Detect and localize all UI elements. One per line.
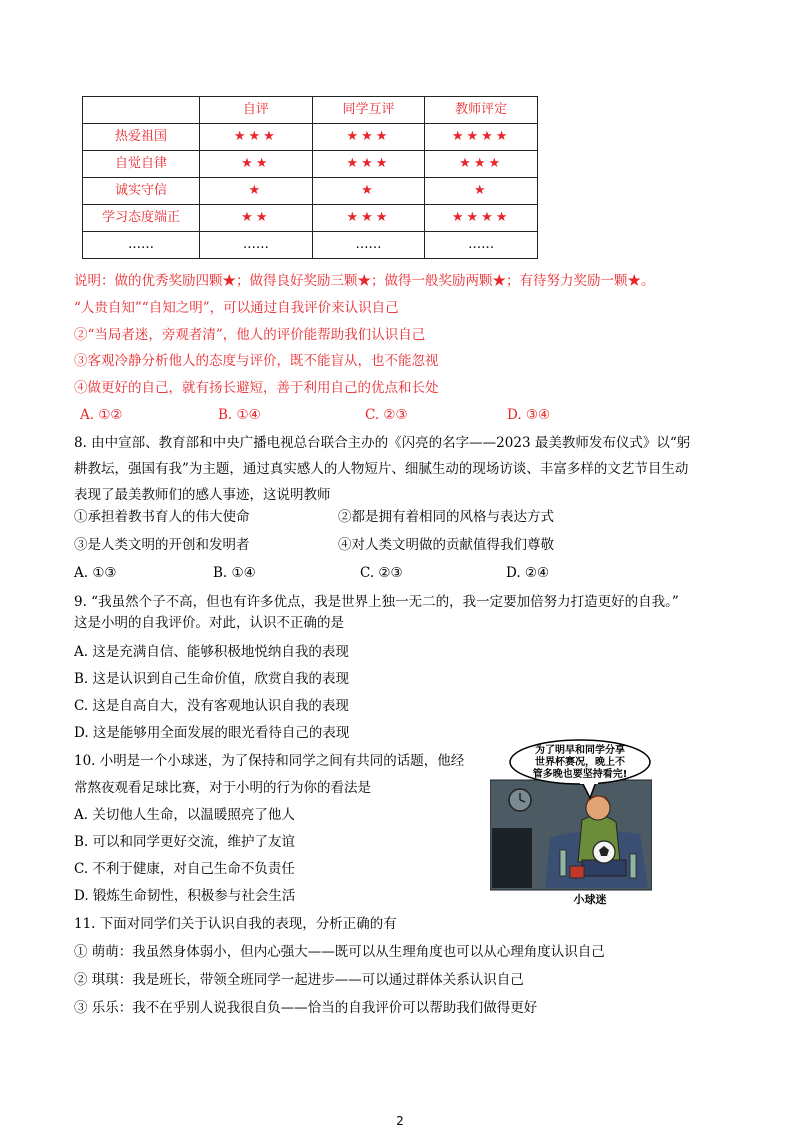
star-rating: ★★★ — [200, 124, 313, 151]
q10-stem-line-2: 常熬夜观看足球比赛，对于小明的行为你的看法是 — [74, 780, 371, 796]
star-rating: ★★ — [200, 151, 313, 178]
q11-statement-3: ③ 乐乐：我不在乎别人说我很自负——恰当的自我评价可以帮助我们做得更好 — [74, 1000, 538, 1016]
star-rating: ★★★★ — [425, 205, 538, 232]
q7-option-c: C. ②③ — [365, 407, 408, 423]
table-header-cell: 自评 — [200, 97, 313, 124]
q11-statement-2: ② 琪琪：我是班长，带领全班同学一起进步——可以通过群体关系认识自己 — [74, 972, 524, 988]
star-rating: ★★★ — [425, 151, 538, 178]
q10-option-d: D. 锻炼生命韧性，积极参与社会生活 — [74, 888, 296, 904]
page-number: 2 — [396, 1114, 404, 1128]
q8-statement-4: ④对人类文明做的贡献值得我们尊敬 — [338, 537, 554, 553]
row-label: 热爱祖国 — [83, 124, 200, 151]
table-cell: …… — [200, 232, 313, 259]
q9-stem-line-1: 9. “我虽然个子不高，但也有许多优点，我是世界上独一无二的，我一定要加倍努力打造更好的自我。” — [74, 594, 679, 610]
q8-stem-line-1: 8. 由中宣部、教育部和中央广播电视总台联合主办的《闪亮的名字——2023 最美教师发布仪式》以“躬 — [74, 435, 691, 451]
table-header-cell — [83, 97, 200, 124]
q8-statement-1: ①承担着教书育人的伟大使命 — [74, 509, 250, 525]
q10-option-c: C. 不利于健康，对自己生命不负责任 — [74, 861, 295, 877]
q8-statement-3: ③是人类文明的开创和发明者 — [74, 537, 250, 553]
q9-option-b: B. 这是认识到自己生命价值，欣赏自我的表现 — [74, 671, 350, 687]
q7-statement-2: ②“当局者迷，旁观者清”，他人的评价能帮助我们认识自己 — [74, 327, 426, 343]
q10-option-b: B. 可以和同学更好交流，维护了友谊 — [74, 834, 296, 850]
star-rating: ★ — [312, 178, 425, 205]
q7-statement-1: “人贵自知”“自知之明”，可以通过自我评价来认识自己 — [74, 300, 399, 316]
q8-stem-line-2: 耕教坛，强国有我”为主题，通过真实感人的人物短片、细腻生动的现场访谈、丰富多样的文艺节目生动 — [74, 461, 689, 477]
speech-bubble-line-1: 为了明早和同学分享 — [535, 745, 625, 756]
q7-option-a: A. ①② — [80, 407, 123, 423]
table-row — [83, 124, 538, 151]
q7-note: 说明：做的优秀奖励四颗★；做得良好奖励三颗★；做得一般奖励两颗★；有待努力奖励一颗★。 — [74, 273, 655, 289]
star-rating: ★ — [200, 178, 313, 205]
cartoon-caption: 小球迷 — [573, 893, 607, 906]
star-rating: ★★★ — [312, 205, 425, 232]
row-label: …… — [83, 232, 200, 259]
q9-stem-line-2: 这是小明的自我评价。对此，认识不正确的是 — [74, 615, 344, 631]
table-row — [83, 151, 538, 178]
star-rating: ★★★★ — [425, 124, 538, 151]
q8-option-a: A. ①③ — [74, 565, 117, 581]
speech-bubble-line-3: 管多晚也要坚持看完! — [532, 769, 628, 780]
q11-statement-1: ① 萌萌：我虽然身体弱小，但内心强大——既可以从生理角度也可以从心理角度认识自己 — [74, 944, 605, 960]
q8-option-d: D. ②④ — [506, 565, 550, 581]
television-icon — [492, 828, 532, 888]
bottle-icon — [630, 854, 636, 878]
q10-option-a: A. 关切他人生命，以温暖照亮了他人 — [74, 807, 295, 823]
q10-stem-line-1: 10. 小明是一个小球迷，为了保持和同学之间有共同的话题，他经 — [74, 753, 465, 769]
table-header-cell: 教师评定 — [425, 97, 538, 124]
speech-bubble-line-2: 世界杯赛况，晚上不 — [535, 757, 625, 768]
q7-option-d: D. ③④ — [507, 407, 551, 423]
q7-option-b: B. ①④ — [218, 407, 261, 423]
table-row — [83, 232, 538, 259]
q9-option-a: A. 这是充满自信、能够积极地悦纳自我的表现 — [74, 644, 349, 660]
star-rating: ★ — [425, 178, 538, 205]
soccer-fan-cartoon — [490, 738, 652, 908]
star-rating: ★★ — [200, 205, 313, 232]
bottle-icon — [560, 850, 566, 876]
row-label: 学习态度端正 — [83, 205, 200, 232]
q11-stem: 11. 下面对同学们关于认识自我的表现，分析正确的有 — [74, 916, 397, 932]
q8-option-b: B. ①④ — [213, 565, 256, 581]
q8-statement-2: ②都是拥有着相同的风格与表达方式 — [338, 509, 554, 525]
q9-option-d: D. 这是能够用全面发展的眼光看待自己的表现 — [74, 725, 350, 741]
table-row — [83, 205, 538, 232]
q7-statement-3: ③客观冷静分析他人的态度与评价，既不能盲从，也不能忽视 — [74, 353, 439, 369]
evaluation-table — [82, 96, 538, 259]
q9-option-c: C. 这是自高自大，没有客观地认识自我的表现 — [74, 698, 349, 714]
table-cell: …… — [312, 232, 425, 259]
q8-stem-line-3: 表现了最美教师们的感人事迹，这说明教师 — [74, 487, 331, 503]
table-cell: …… — [425, 232, 538, 259]
row-label: 自觉自律 — [83, 151, 200, 178]
table-header-cell: 同学互评 — [312, 97, 425, 124]
q7-statement-4: ④做更好的自己，就有扬长避短，善于利用自己的优点和长处 — [74, 380, 439, 396]
q8-option-c: C. ②③ — [360, 565, 403, 581]
star-rating: ★★★ — [312, 124, 425, 151]
table-header-row — [83, 97, 538, 124]
row-label: 诚实守信 — [83, 178, 200, 205]
star-rating: ★★★ — [312, 151, 425, 178]
table-row — [83, 178, 538, 205]
snack-box-icon — [570, 866, 584, 878]
cartoon-illustration — [490, 738, 652, 908]
